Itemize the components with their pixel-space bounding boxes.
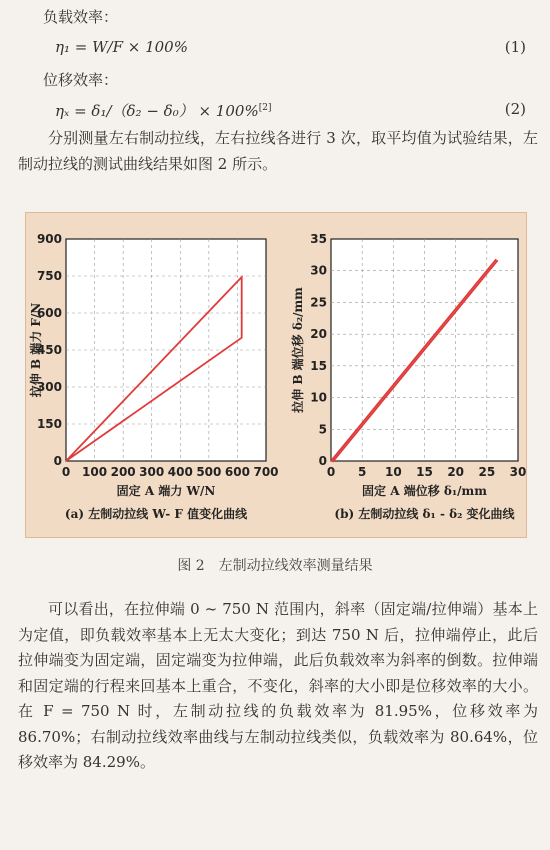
chart-b-y-tick-label: 20 [310,327,327,342]
chart-a-y-tick-label: 450 [36,343,62,357]
chart-b-y-axis-label: 拉伸 B 端位移 δ₂/mm [291,287,305,413]
chart-a-y-axis-label: 拉伸 B 端力 F/N [29,302,43,398]
chart-a-x-tick-label: 200 [110,465,136,479]
chart-a-y-tick-label: 150 [36,417,62,431]
equation-1-number: (1) [504,38,526,56]
chart-a-x-tick-label: 500 [196,465,222,479]
chart-a-x-tick-label: 400 [167,465,193,479]
chart-a-y-tick-label: 750 [36,269,62,283]
equation-1: η₁ = W/F × 100% [55,38,188,56]
displacement-efficiency-label: 位移效率： [43,71,119,89]
chart-b-x-tick-label: 10 [384,465,402,479]
chart-a-x-axis-label: 固定 A 端力 W/N [116,484,216,498]
chart-a-y-tick-label: 0 [53,454,62,468]
load-efficiency-label: 负载效率： [43,8,119,26]
chart-a-y-tick-label: 900 [36,232,62,246]
figure-panel [25,212,527,538]
paragraph-1: 分别测量左右制动拉线，左右拉线各进行 3 次，取平均值为试验结果，左制动拉线的测试曲线结果如图 2 所示。 [18,129,538,173]
chart-b-y-tick-label: 10 [310,390,327,405]
chart-a-subcaption: (a) 左制动拉线 W- F 值变化曲线 [64,507,248,521]
chart-b-y-tick-label: 30 [310,263,327,278]
chart-a-y-tick-label: 600 [36,306,62,320]
chart-b-y-tick-label: 25 [310,295,327,310]
chart-b-y-tick-label: 5 [318,422,327,437]
figure-caption: 图 2 左制动拉线效率测量结果 [177,558,373,574]
chart-b-y-tick-label: 0 [318,454,327,468]
chart-a-x-tick-label: 300 [139,465,165,479]
chart-b-x-tick-label: 5 [357,465,367,479]
equation-2-body: ηₓ = δ₁/（δ₂ − δ₀） × 100% [55,102,259,120]
chart-a-y-tick-label: 300 [36,380,62,394]
chart-b-x-tick-label: 0 [326,465,336,479]
figure-svg [26,213,526,537]
chart-b-x-axis-label: 固定 A 端位移 δ₁/mm [362,484,487,498]
chart-b-y-tick-label: 15 [310,358,327,373]
chart-b-y-tick-label: 35 [310,232,327,246]
chart-a-x-tick-label: 0 [61,465,71,479]
chart-b-x-tick-label: 20 [447,465,465,479]
chart-b-subcaption: (b) 左制动拉线 δ₁ - δ₂ 变化曲线 [334,507,515,521]
chart-a-x-tick-label: 600 [224,465,250,479]
chart-a-x-tick-label: 100 [82,465,108,479]
equation-2-number: (2) [504,100,526,118]
chart-a-x-tick-label: 700 [253,465,279,479]
chart-b-x-tick-label: 25 [478,465,496,479]
chart-b-x-tick-label: 30 [509,465,526,479]
chart-b-x-tick-label: 15 [416,465,433,479]
equation-2-ref: [2] [258,103,272,113]
paragraph-2: 可以看出，在拉伸端 0 ~ 750 N 范围内，斜率（固定端/拉伸端）基本上为定值，即负载效率基本上无太大变化；到达 750 N 后，拉伸端停止，此后拉伸端变为固定端，固定端变为拉伸端，此后负载效率为斜率的倒数。拉伸端和固定端的行程来回基本上重合，不变化，斜率的大小即是位移效率的大小。在 F = 750 N 时，左制动拉线的负载效率为 81.95%，位移效率为 86.70%；右制动拉线效率曲线与左制动拉线类似，负载效率为 80.64%，位移效率为 84.29%。 [18,600,538,771]
equation-2 [55,100,271,121]
